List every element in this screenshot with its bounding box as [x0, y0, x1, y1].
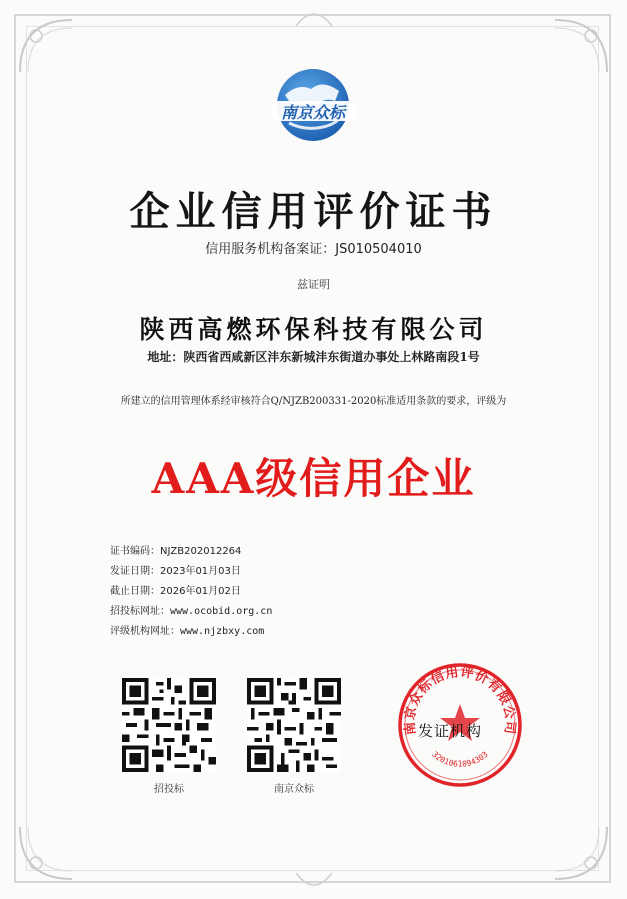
assessment-statement: 所建立的信用管理体系经审核符合Q/NJZB200331-2020标准适用条款的要求，评级为: [120, 396, 507, 407]
rating-site-link[interactable]: www.njzbxy.com: [180, 626, 265, 637]
svg-text:3201061094303: [430, 750, 490, 769]
company-name: 陕西高燃环保科技有限公司: [139, 315, 488, 344]
qr-code-icon[interactable]: [122, 678, 216, 772]
rating-site-row: [110, 622, 272, 642]
bidding-site-link[interactable]: www.ocobid.org.cn: [170, 606, 273, 617]
cert-number-value: NJZB202012264: [160, 546, 242, 557]
qr-caption-njzb: 南京众标: [274, 784, 314, 795]
company-address: 地址：陕西省西咸新区沣东新城沣东街道办事处上林路南段1号: [147, 350, 480, 364]
certify-phrase: 兹证明: [297, 278, 330, 291]
logo-text: 南京众标: [280, 103, 345, 122]
seal-ring-text: 南京众标信用评价有限公司: [402, 665, 518, 736]
certificate-title: 企业信用评价证书: [129, 189, 498, 235]
expiry-date-row: [110, 582, 272, 602]
edge-ornament-icon: [294, 8, 334, 28]
cert-number-row: [110, 542, 272, 562]
corner-ornament-icon: [551, 823, 611, 883]
edge-ornament-icon: [294, 871, 334, 891]
issue-date-value: 2023年01月03日: [160, 566, 241, 577]
rating-site-label: 评级机构网址：: [110, 626, 180, 637]
certificate-details: [110, 542, 272, 642]
issue-date-row: [110, 562, 272, 582]
expiry-date-label: 截止日期：: [110, 586, 160, 597]
issuing-authority: 发证机构: [418, 722, 483, 740]
bidding-site-label: 招投标网址：: [110, 606, 170, 617]
seal-number: 3201061094303: [430, 749, 490, 769]
corner-ornament-icon: [551, 16, 611, 76]
corner-ornament-icon: [16, 823, 76, 883]
qr-caption-bidding: 招投标: [154, 784, 184, 795]
filing-number: 信用服务机构备案证：JS010504010: [205, 242, 422, 257]
qr-code-icon[interactable]: [247, 678, 341, 772]
credit-grade: AAA级信用企业: [151, 454, 476, 503]
corner-ornament-icon: [16, 16, 76, 76]
issue-date-label: 发证日期：: [110, 566, 160, 577]
bidding-site-row: [110, 602, 272, 622]
cert-number-label: 证书编码：: [110, 546, 160, 557]
expiry-date-value: 2026年01月02日: [160, 586, 241, 597]
